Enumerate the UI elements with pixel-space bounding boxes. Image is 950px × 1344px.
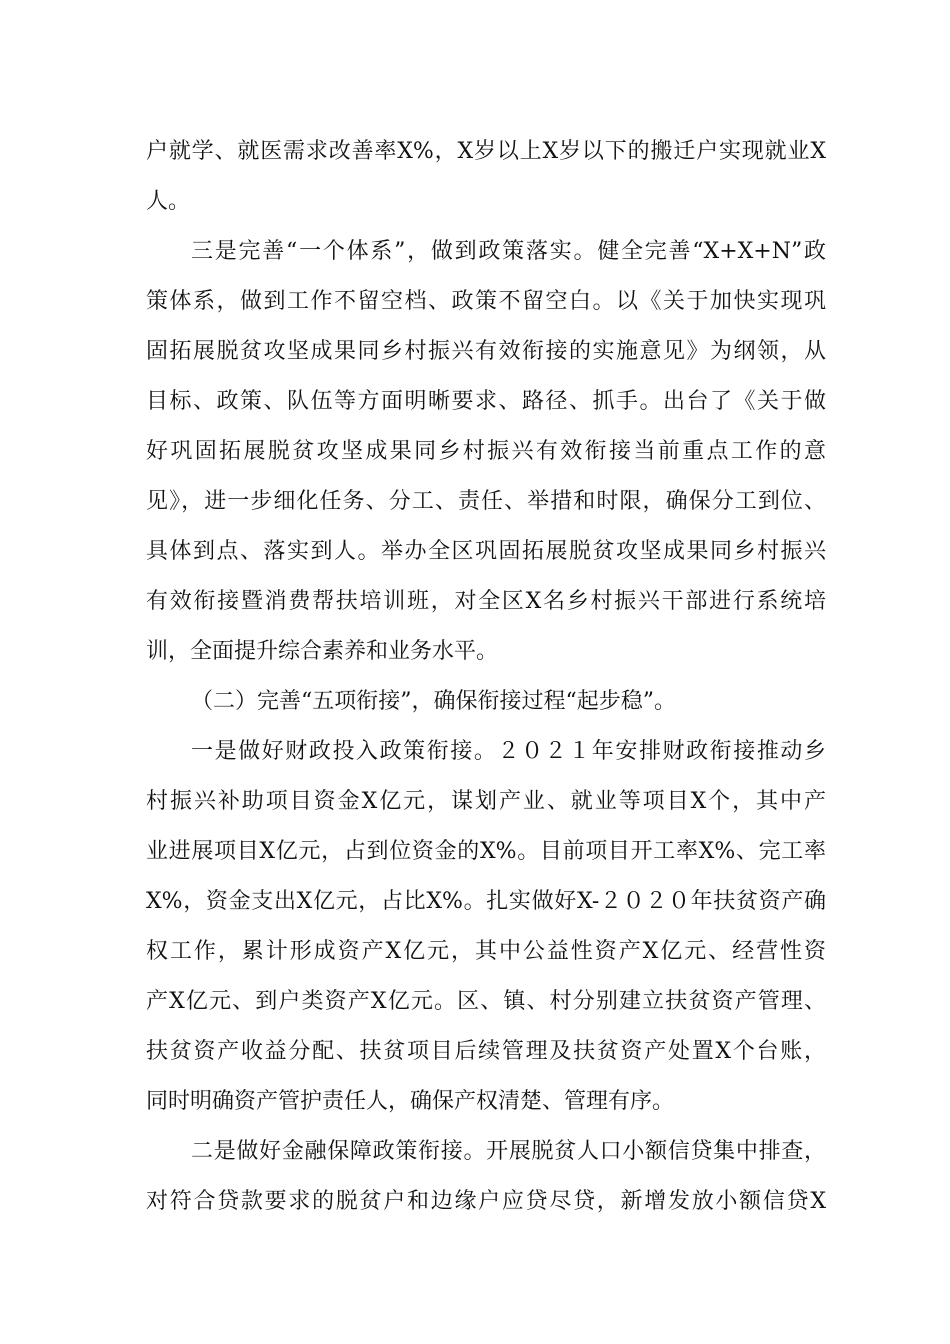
text-line: 目标、政策、队伍等方面明晰要求、路径、抓手。出台了《关于做 <box>146 389 826 414</box>
text-line: 见》，进一步细化任务、分工、责任、举措和时限，确保分工到位、 <box>146 489 826 514</box>
text-line: 同时明确资产管护责任人，确保产权清楚、管理有序。 <box>146 1089 675 1114</box>
section-heading: （二）完善“五项衔接”，确保衔接过程“起步稳”。 <box>191 689 676 714</box>
text-line: 对符合贷款要求的脱贫户和边缘户应贷尽贷，新增发放小额信贷X <box>146 1189 826 1214</box>
text-line: 产X亿元、到户类资产X亿元。区、镇、村分别建立扶贫资产管理、 <box>146 989 826 1014</box>
text-line: 人。 <box>146 189 191 214</box>
text-line: 业进展项目X亿元，占到位资金的X%。目前项目开工率X%、完工率 <box>146 839 826 864</box>
text-line: 户就学、就医需求改善率X%，X岁以上X岁以下的搬迁户实现就业X <box>146 139 826 164</box>
text-line: 扶贫资产收益分配、扶贫项目后续管理及扶贫资产处置X个台账， <box>146 1039 826 1064</box>
text-line: 好巩固拓展脱贫攻坚成果同乡村振兴有效衔接当前重点工作的意 <box>146 439 826 464</box>
text-line: 具体到点、落实到人。举办全区巩固拓展脱贫攻坚成果同乡村振兴 <box>146 539 826 564</box>
text-line: 村振兴补助项目资金X亿元，谋划产业、就业等项目X个，其中产 <box>146 789 826 814</box>
text-line: 训，全面提升综合素养和业务水平。 <box>146 639 499 664</box>
paragraph-first-line: 三是完善“一个体系”，做到政策落实。健全完善“X+X+N”政 <box>191 239 826 264</box>
text-line: X%，资金支出X亿元，占比X%。扎实做好X-２０２０年扶贫资产确 <box>146 889 826 914</box>
text-line: 权工作，累计形成资产X亿元，其中公益性资产X亿元、经营性资 <box>146 939 826 964</box>
text-line: 固拓展脱贫攻坚成果同乡村振兴有效衔接的实施意见》为纲领，从 <box>146 339 826 364</box>
paragraph-first-line: 一是做好财政投入政策衔接。２０２１年安排财政衔接推动乡 <box>191 739 826 764</box>
text-line: 策体系，做到工作不留空档、政策不留空白。以《关于加快实现巩 <box>146 289 826 314</box>
text-line: 有效衔接暨消费帮扶培训班，对全区X名乡村振兴干部进行系统培 <box>146 589 826 614</box>
paragraph-first-line: 二是做好金融保障政策衔接。开展脱贫人口小额信贷集中排查， <box>191 1139 826 1164</box>
